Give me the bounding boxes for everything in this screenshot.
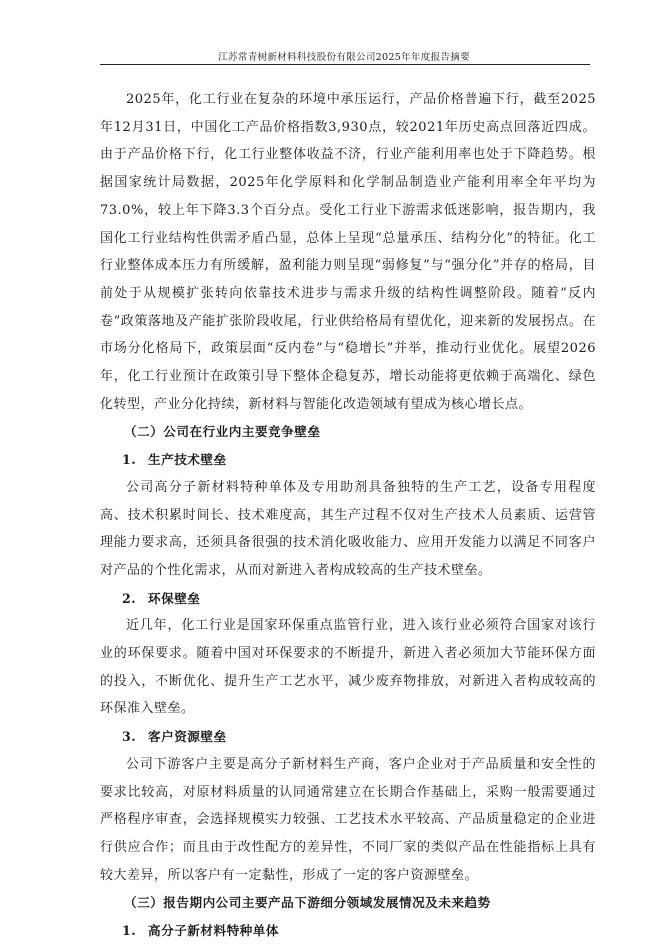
- subheading-number: 3.: [122, 729, 137, 745]
- subheading-number: 2.: [122, 590, 137, 606]
- subheading-environmental-barrier: [100, 585, 596, 613]
- page-header: [100, 40, 590, 65]
- section-heading-competitive-barriers: （二）公司在行业内主要竞争壁垒: [124, 424, 321, 440]
- subheading-number: 1.: [122, 452, 137, 468]
- production-tech-barrier-paragraph: 公司高分子新材料特种单体及专用助剂具备独特的生产工艺，设备专用程度高、技术积累时间长、技术难度高，其生产过程不仅对生产技术人员素质、运营管理能力要求高，还须具备很强的技术消化吸收能力、应用开发能力以满足不同客户对产品的个性化需求，从而对新进入者构成较高的生产技术壁垒。: [100, 479, 596, 578]
- subheading-customer-resource-barrier: [100, 723, 596, 751]
- subheading-label: 生产技术壁垒: [148, 452, 227, 468]
- industry-overview-paragraph: 2025年，化工行业在复杂的环境中承压运行，产品价格普遍下行，截至2025年12月31日，中国化工产品价格指数3,930点，较2021年历史高点回落近四成。由于产品价格下行，化工行业整体收益不济，行业产能利用率也处于下降趋势。根据国家统计局数据，2025年化学原料和化学制品制造业产能利用率全年平均为73.0%，较上年下降3.3个百分点。受化工行业下游需求低迷影响，报告期内，我国化工行业结构性供需矛盾凸显，总体上呈现“总量承压、结构分化”的特征。化工行业整体成本压力有所缓解，盈利能力则呈现“弱修复”与“强分化”并存的格局，目前处于从规模扩张转向依靠技术进步与需求升级的结构性调整阶段。随着“反内卷”政策落地及产能扩张阶段收尾，行业供给格局有望优化，迎来新的发展拐点。在市场分化格局下，政策层面“反内卷”与“稳增长”并举，推动行业优化。展望2026年，化工行业预计在政策引导下整体企稳复苏，增长动能将更依赖于高端化、绿色化转型，产业分化持续，新材料与智能化改造领域有望成为核心增长点。: [100, 92, 596, 412]
- subheading-label: 高分子新材料特种单体: [148, 923, 279, 939]
- subheading-special-monomers: [100, 917, 596, 945]
- customer-resource-barrier-paragraph: 公司下游客户主要是高分子新材料生产商，客户企业对于产品质量和安全性的要求比较高，对原材料质量的认同通常建立在长期合作基础上，采购一般需要通过严格程序审查，会选择规模实力较强、工艺技术水平较高、产品质量稳定的企业进行供应合作；而且由于改性配方的差异性，不同厂家的类似产品在性能指标上具有较大差异，所以客户有一定黏性，形成了一定的客户资源壁垒。: [100, 756, 596, 883]
- subheading-label: 环保壁垒: [148, 590, 201, 606]
- subheading-number: 1.: [122, 923, 137, 939]
- header-title: 江苏常青树新材料科技股份有限公司2025年年度报告摘要: [218, 52, 470, 63]
- subheading-production-tech-barrier: [100, 446, 596, 474]
- document-body: [100, 86, 596, 945]
- subheading-label: 客户资源壁垒: [148, 729, 227, 745]
- environmental-barrier-paragraph: 近几年，化工行业是国家环保重点监管行业，进入该行业必须符合国家对该行业的环保要求。随着中国对环保要求的不断提升，新进入者必须加大节能环保方面的投入，不断优化、提升生产工艺水平，减少废弃物排放，对新进入者构成较高的环保准入壁垒。: [100, 618, 596, 717]
- section-heading-downstream-trends: （三）报告期内公司主要产品下游细分领域发展情况及未来趋势: [124, 895, 491, 911]
